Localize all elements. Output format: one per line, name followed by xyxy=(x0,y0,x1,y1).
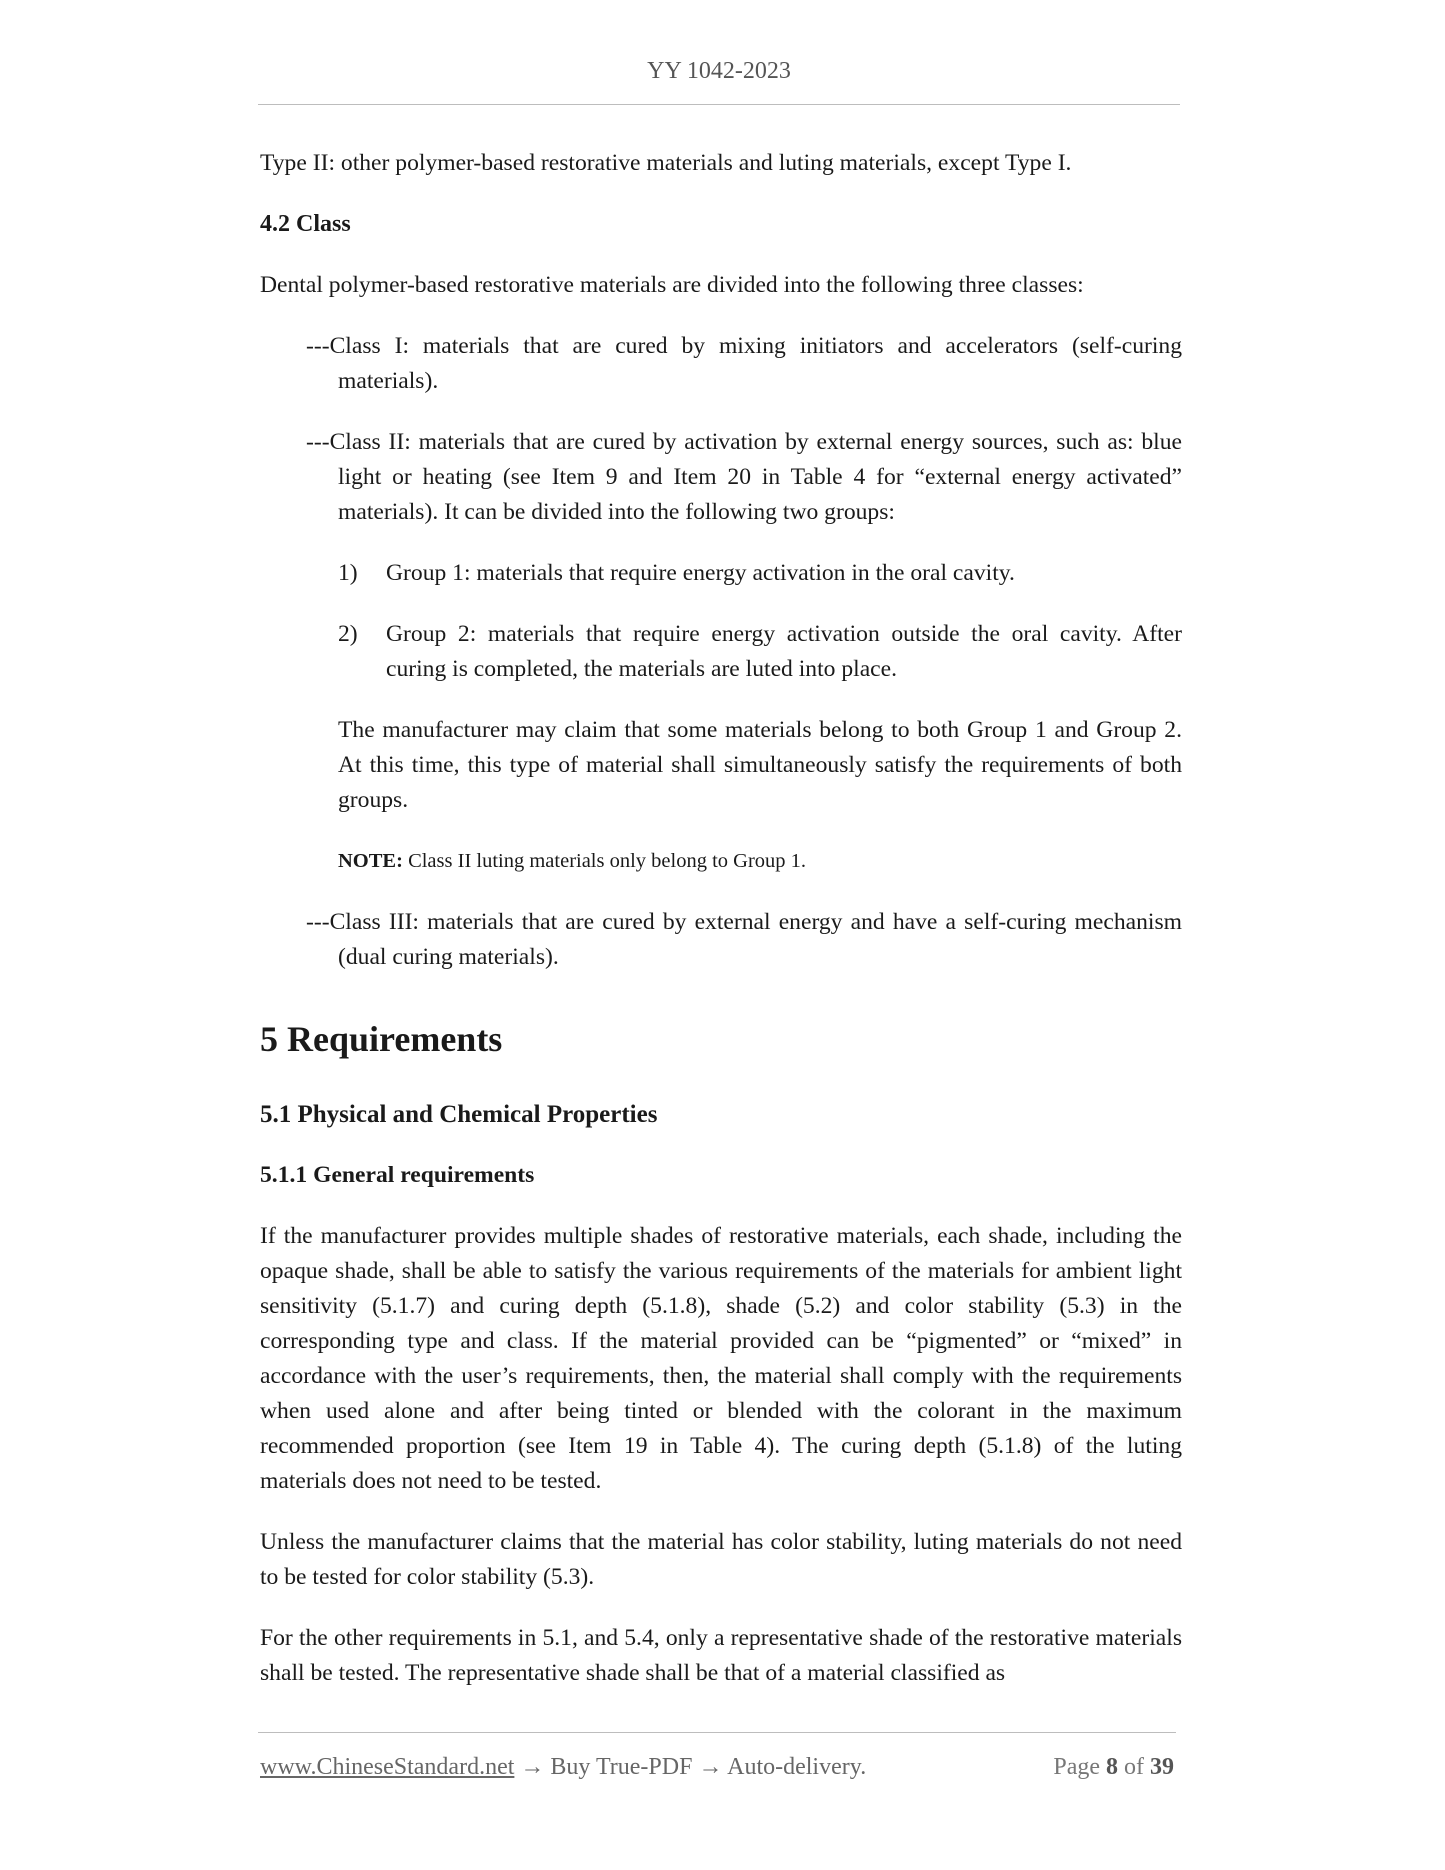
group-2-text: Group 2: materials that require energy activation outside the oral cavity. After curing is completed, the materials are luted into place. xyxy=(386,621,1182,682)
class-iii-item: ---Class III: materials that are cured by external energy and have a self-curing mechanism (dual curing materials). xyxy=(306,909,1182,970)
footer-promo xyxy=(260,1754,866,1781)
type-ii-paragraph: Type II: other polymer-based restorative materials and luting materials, except Type I. xyxy=(260,150,1072,176)
footer-website-link[interactable]: www.ChineseStandard.net xyxy=(260,1754,515,1780)
current-page-number: 8 xyxy=(1106,1754,1118,1780)
list-marker-1: 1) xyxy=(338,560,358,586)
section-heading-5-1: 5.1 Physical and Chemical Properties xyxy=(260,1101,658,1128)
class-i-item: ---Class I: materials that are cured by mixing initiators and accelerators (self-curing materials). xyxy=(306,333,1182,394)
list-marker-2: 2) xyxy=(338,621,358,647)
general-requirements-paragraph-1: If the manufacturer provides multiple shades of restorative materials, each shade, including the opaque shade, shall be able to satisfy the various requirements of the materials for ambient light sensitivity (5.1.7) and curing depth (5.1.8), shade (5.2) and color stability (5.3) in the corresponding type and class. If the material provided can be “pigmented” or “mixed” in accordance with the user’s requirements, then, the material shall comply with the requirements when used alone and after being tinted or blended with the colorant in the maximum recommended proportion (see Item 19 in Table 4). The curing depth (5.1.8) of the luting materials does not need to be tested. xyxy=(260,1223,1182,1494)
header-divider xyxy=(258,104,1180,105)
classes-intro-paragraph: Dental polymer-based restorative materials are divided into the following three classes: xyxy=(260,272,1084,298)
of-label: of xyxy=(1124,1754,1144,1780)
general-requirements-paragraph-2: Unless the manufacturer claims that the material has color stability, luting materials do not need to be tested for color stability (5.3). xyxy=(260,1529,1182,1590)
group-1-text: Group 1: materials that require energy activation in the oral cavity. xyxy=(386,560,1015,586)
note-label: NOTE: xyxy=(338,850,403,872)
group-1-item xyxy=(260,556,1182,591)
note-text: Class II luting materials only belong to Group 1. xyxy=(402,850,807,872)
page-number xyxy=(1053,1754,1174,1781)
document-body xyxy=(260,146,1182,1691)
note xyxy=(260,844,1182,879)
footer-promo-text: → Buy True-PDF → Auto-delivery. xyxy=(514,1754,867,1780)
class-ii-item: ---Class II: materials that are cured by activation by external energy sources, such as: blue light or heating (see Item 9 and Item 20 in Table 4 for “external energy activated” materials). It can be divided into the following two groups: xyxy=(306,429,1182,525)
page-header-title: YY 1042-2023 xyxy=(647,58,791,84)
section-heading-5-1-1: 5.1.1 General requirements xyxy=(260,1162,535,1188)
section-heading-5: 5 Requirements xyxy=(260,1019,503,1059)
group-2-item xyxy=(260,617,1182,687)
page-label: Page xyxy=(1053,1754,1100,1780)
both-groups-paragraph: The manufacturer may claim that some materials belong to both Group 1 and Group 2. At this time, this type of material shall simultaneously satisfy the requirements of both groups. xyxy=(338,717,1182,813)
footer-divider xyxy=(258,1732,1176,1733)
section-heading-4-2: 4.2 Class xyxy=(260,211,351,237)
general-requirements-paragraph-3: For the other requirements in 5.1, and 5.4, only a representative shade of the restorative materials shall be tested. The representative shade shall be that of a material classified as xyxy=(260,1625,1182,1686)
total-pages: 39 xyxy=(1150,1754,1174,1780)
